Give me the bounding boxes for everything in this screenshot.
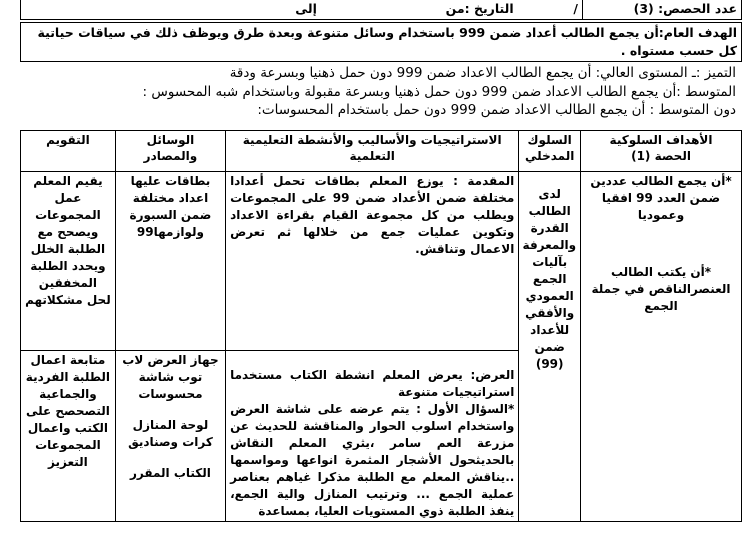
sessions-count: عدد الحصص: (3): [583, 0, 742, 20]
date-to-label: إلى: [295, 0, 317, 16]
resource-item: لوحة المنازل كرات وصناديق: [128, 418, 213, 449]
level-below-medium: دون المتوسط : أن يجمع الطالب الاعداد ضمن 999 دون حمل باستخدام المحسوسات:: [257, 102, 736, 118]
level-medium: المتوسط :أن يجمع الطالب الاعداد ضمن 999 دون حمل ذهنيا وبسرعة مقبولة وباستخدام شبه المحسوس :: [142, 83, 736, 100]
resource-item: الكتاب المقرر: [129, 466, 211, 480]
objective-item: *أن يكتب الطالب العنصرالناقص في جملة الجمع: [591, 265, 731, 313]
objective-item: *أن يجمع الطالب عددين ضمن العدد 99 افقيا وعموديا: [590, 174, 732, 222]
resource-item: جهاز العرض لاب توب شاشة محسوسات: [122, 353, 219, 401]
resources-intro-cell: بطاقات عليها اعداد مختلفة ضمن السبورة ولوازمها99: [115, 172, 225, 351]
evaluation-presentation-cell: متابعة اعمال الطلبة الفردية والجماعية التصحصح على الكتب واعمال المجموعات التعزيز: [21, 351, 116, 522]
level-excellent: التميز :ـ المستوى العالي: أن يجمع الطالب الاعداد ضمن 999 دون حمل ذهنيا وبسرعة ودقة: [229, 65, 736, 81]
header-objectives: الأهداف السلوكية الحصة (1): [581, 131, 742, 172]
lesson-plan-page: [20, 0, 742, 551]
strategy-intro-cell: المقدمة : يوزع المعلم بطاقات تحمل أعدادا مختلفة ضمن الأعداد ضمن 99 على المجموعات ويطلب من كل مجموعة القيام بقراءة الاعداد وتكوين عمليات جمع من خلالها ثم تعرض الاعمال وتناقش.: [226, 172, 519, 351]
resources-presentation-cell: [115, 351, 225, 522]
date-field: [244, 0, 583, 20]
strategy-presentation-body: *السؤال الأول : يتم عرضه على شاشة العرض واستخدام اسلوب الحوار والمناقشة للحديث عن مزرعة العم سامر ،يثري المعلم النقاش بالحديثحول الأشجار المثمرة انواعها ومواسمها ..يناقش المعلم مع الطلبة مذكرا غياهم بعناصر عملية الجمع ... وترتيب المنازل والية الجمع، ينفذ الطلبة ذوي المستويات العليا، بمساعدة: [230, 402, 515, 518]
date-slash: /: [573, 0, 578, 16]
general-goal-box: [20, 22, 742, 62]
objectives-cell: [581, 172, 742, 522]
table-row: [21, 172, 742, 351]
date-from-label: التاريخ :من: [445, 0, 514, 16]
levels-block: [24, 64, 736, 120]
header-evaluation: التقويم: [21, 131, 116, 172]
lesson-table: [20, 130, 742, 522]
evaluation-intro-cell: يقيم المعلم عمل المجموعات ويصحح مع الطلبة الخلل ويحدد الطلبة المخفقين لحل مشكلاتهم: [21, 172, 116, 351]
general-goal-text: الهدف العام:أن يجمع الطالب أعداد ضمن 999 باستخدام وسائل متنوعة وبعدة طرق ويوظف ذلك في سياقات حياتية كل حسب مستواه .: [21, 23, 742, 62]
header-strategies: الاستراتيجيات والأساليب والأنشطة التعليمية التعلمية: [226, 131, 519, 172]
header-resources: الوسائل والمصادر: [115, 131, 225, 172]
table-header-row: [21, 131, 742, 172]
entry-behavior-cell: لدى الطالب القدرة والمعرفة بآليات الجمع العمودي والأفقي للأعداد ضمن (99): [519, 172, 581, 522]
header-row: [20, 0, 742, 20]
header-session-number: الحصة (1): [631, 149, 691, 163]
strategy-presentation-cell: [226, 351, 519, 522]
header-entry-behavior: السلوك المدخلي: [519, 131, 581, 172]
strategy-presentation-title: العرض: يعرض المعلم انشطة الكتاب مستخدما استراتيجيات متنوعة: [230, 368, 515, 399]
